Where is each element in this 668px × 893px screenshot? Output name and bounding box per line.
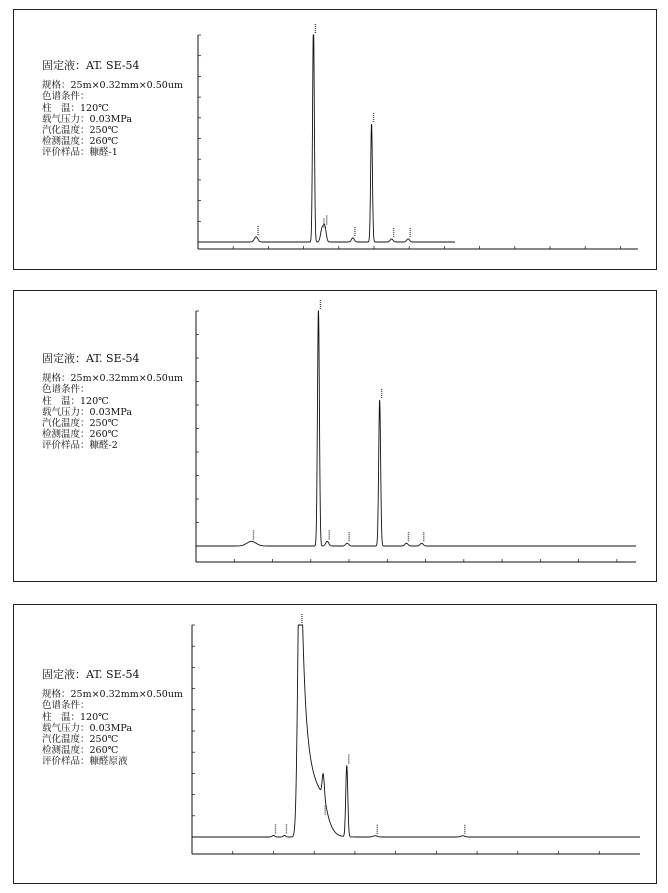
chromatogram-trace bbox=[192, 625, 640, 837]
vaporization-temp-line: 汽化温度：250℃ bbox=[42, 418, 119, 430]
detector-temp-line: 检测温度：260℃ bbox=[42, 429, 119, 441]
sample-line: 评价样品：糠醛-2 bbox=[42, 440, 118, 452]
sample-line: 评价样品：糠醛原液 bbox=[42, 756, 128, 768]
vaporization-temp-line: 汽化温度：250℃ bbox=[42, 734, 119, 746]
conditions-line: 色谱条件： bbox=[42, 384, 90, 396]
chromatogram-trace bbox=[198, 35, 455, 242]
column-temp-line: 柱 温：120℃ bbox=[42, 711, 109, 723]
stationary-phase-title: 固定液：AT. SE-54 bbox=[42, 352, 140, 365]
chromatogram-trace bbox=[196, 311, 636, 546]
sample-line: 评价样品：糠醛-1 bbox=[42, 147, 118, 159]
chromatogram-panel-1 bbox=[13, 9, 657, 270]
conditions-line: 色谱条件： bbox=[42, 700, 90, 712]
carrier-pressure-line: 载气压力：0.03MPa bbox=[42, 722, 133, 734]
column-temp-line: 柱 温：120℃ bbox=[42, 102, 109, 114]
stationary-phase-title: 固定液：AT. SE-54 bbox=[42, 59, 140, 72]
column-temp-line: 柱 温：120℃ bbox=[42, 395, 109, 407]
carrier-pressure-line: 载气压力：0.03MPa bbox=[42, 113, 133, 125]
detector-temp-line: 检测温度：260℃ bbox=[42, 136, 119, 148]
chromatogram-plot-3 bbox=[14, 605, 656, 883]
spec-line: 规格：25m×0.32mm×0.50um bbox=[42, 373, 183, 385]
detector-temp-line: 检测温度：260℃ bbox=[42, 745, 119, 757]
stationary-phase-title: 固定液：AT. SE-54 bbox=[42, 668, 140, 681]
chromatogram-panel-2 bbox=[13, 290, 657, 582]
spec-line: 规格：25m×0.32mm×0.50um bbox=[42, 80, 183, 92]
spec-line: 规格：25m×0.32mm×0.50um bbox=[42, 689, 183, 701]
conditions-line: 色谱条件： bbox=[42, 91, 90, 103]
chromatogram-plot-2 bbox=[14, 291, 656, 581]
chromatogram-plot-1 bbox=[14, 10, 656, 269]
carrier-pressure-line: 载气压力：0.03MPa bbox=[42, 406, 133, 418]
chromatogram-panel-3 bbox=[13, 604, 657, 884]
vaporization-temp-line: 汽化温度：250℃ bbox=[42, 125, 119, 137]
